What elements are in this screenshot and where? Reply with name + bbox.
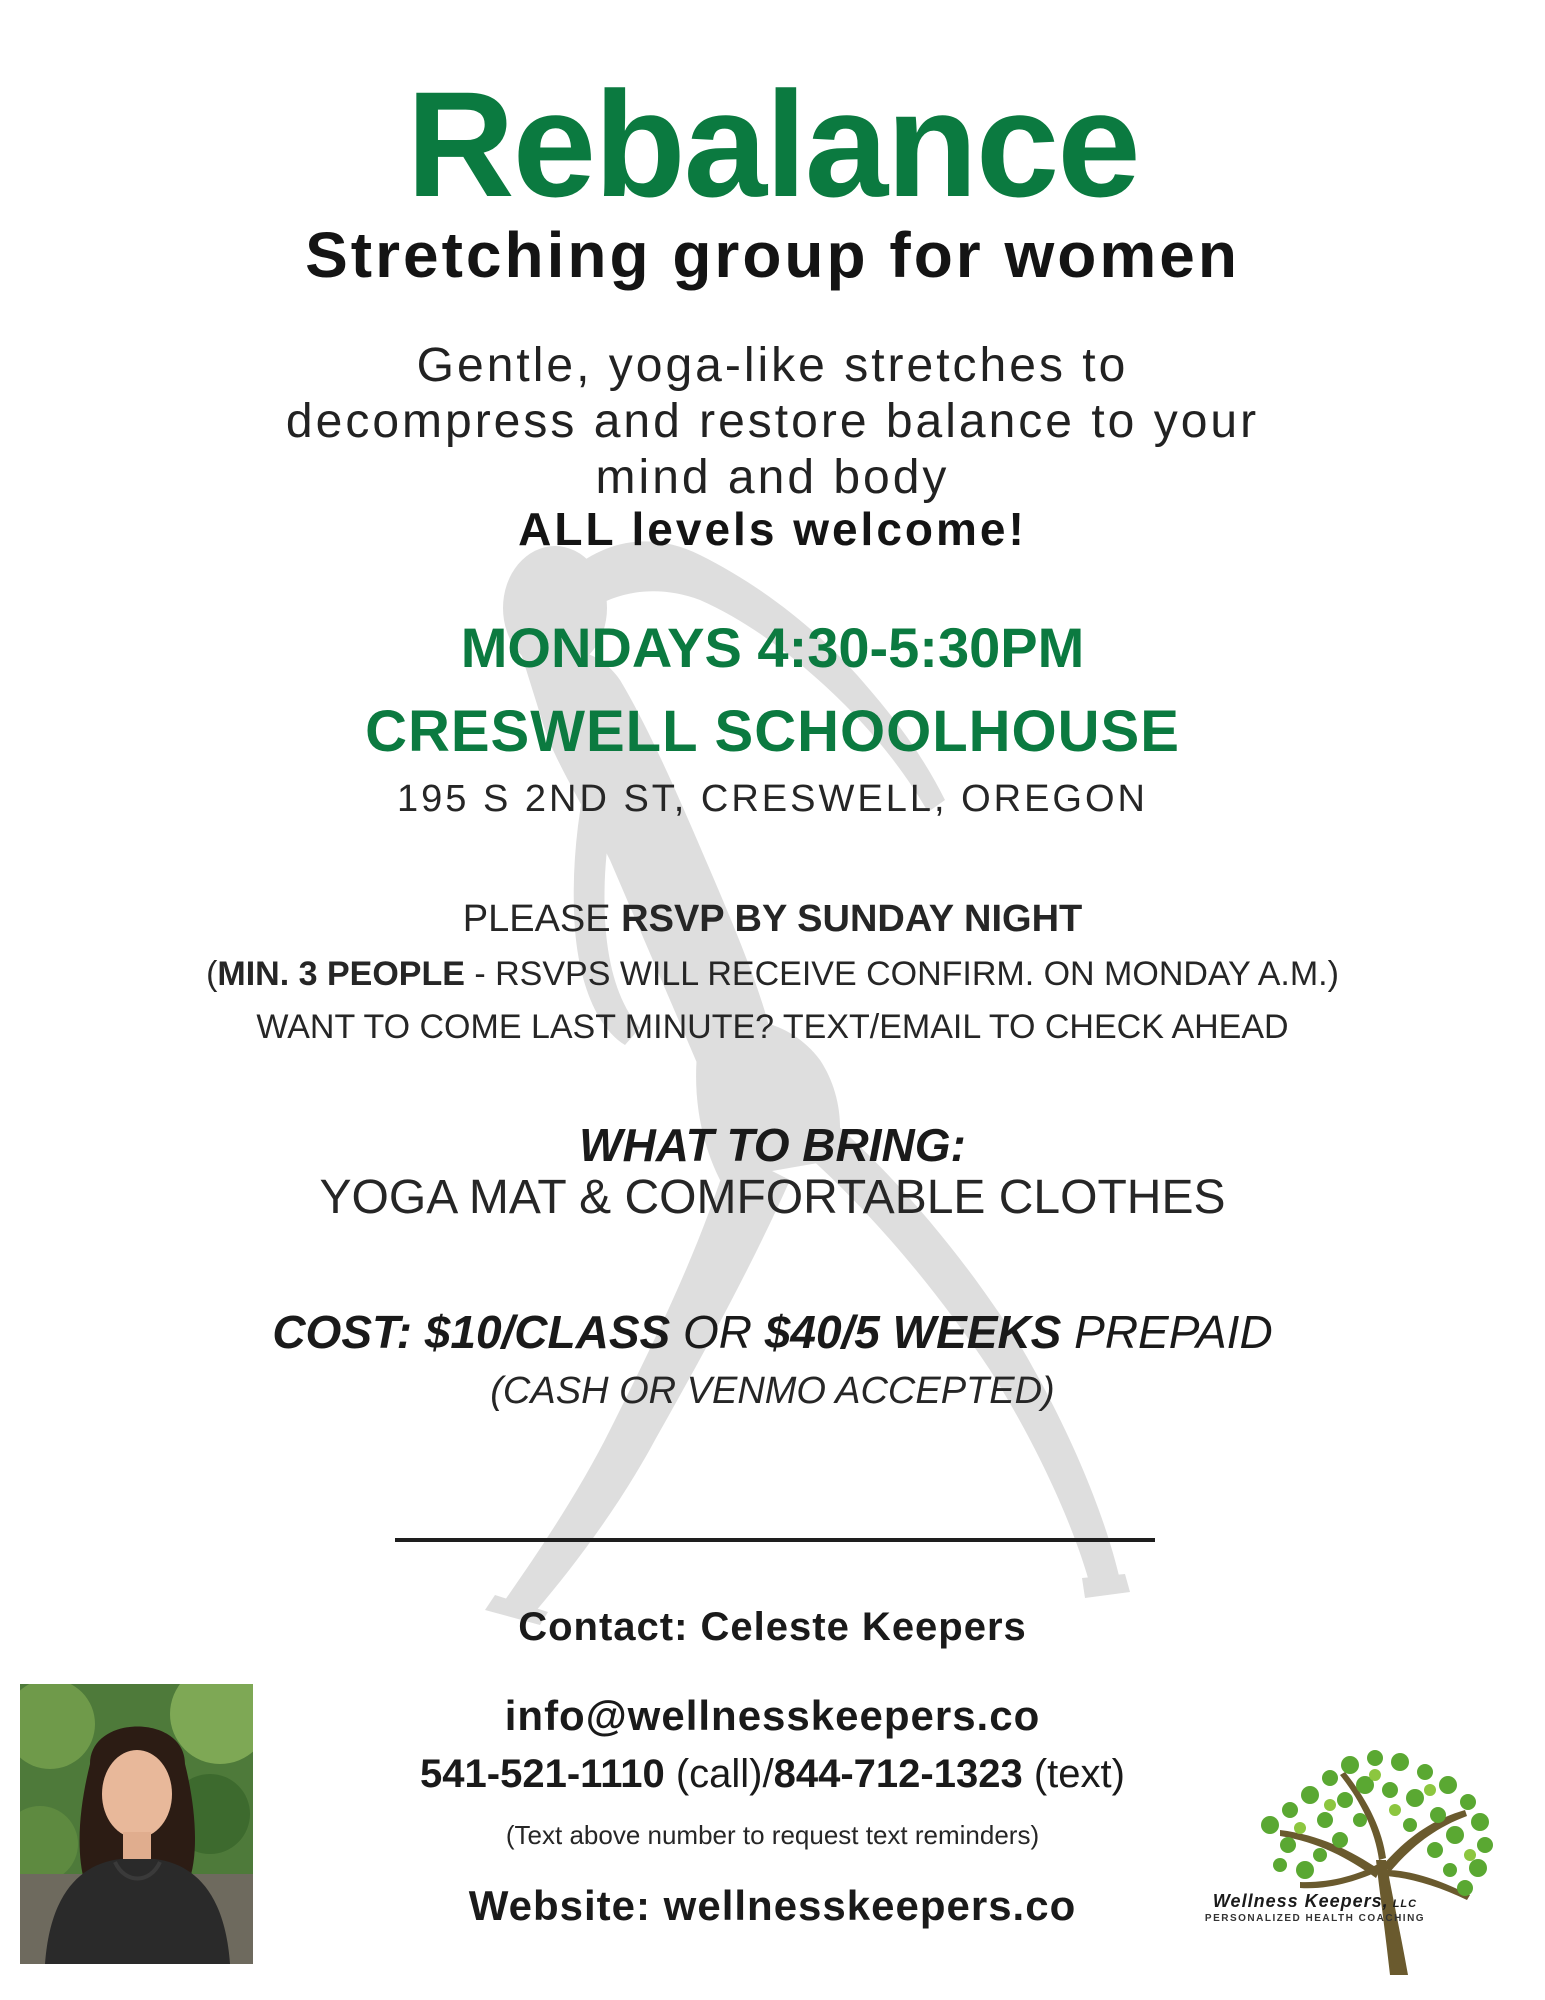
description [0, 338, 1545, 506]
address: 195 S 2ND ST, CRESWELL, OREGON [397, 778, 1148, 820]
cost-line [0, 1305, 1545, 1359]
rsvp-confirm: - RSVPS WILL RECEIVE CONFIRM. ON MONDAY A.M.) [464, 955, 1339, 993]
divider [395, 1538, 1155, 1542]
subtitle: Stretching group for women [305, 219, 1240, 291]
phone-text[interactable]: 844-712-1323 [773, 1752, 1023, 1796]
cost-prepaid: PREPAID [1061, 1306, 1273, 1358]
contact-name: Contact: Celeste Keepers [518, 1605, 1027, 1649]
schedule-heading: MONDAYS 4:30-5:30PM [460, 616, 1085, 679]
phone-text-label: (text) [1022, 1752, 1125, 1796]
rsvp-line [0, 898, 1545, 941]
phone-note: (Text above number to request text reminders) [505, 1820, 1040, 1850]
cost-per-class: COST: $10/CLASS [272, 1306, 671, 1358]
welcome-text: ALL levels welcome! [518, 503, 1027, 555]
venue-heading: CRESWELL SCHOOLHOUSE [365, 699, 1180, 764]
bring-items: YOGA MAT & COMFORTABLE CLOTHES [319, 1171, 1226, 1224]
payment-methods: (CASH OR VENMO ACCEPTED) [490, 1370, 1055, 1412]
description-line: mind and body [595, 451, 950, 504]
logo-suffix: LLC [1388, 1898, 1418, 1910]
rsvp-minimum: MIN. 3 PEOPLE [217, 955, 465, 993]
phone-call-label: (call)/ [664, 1752, 774, 1796]
open-paren: ( [206, 955, 218, 993]
logo-name [1190, 1891, 1440, 1912]
logo-company: Wellness Keepers, [1212, 1891, 1389, 1911]
logo-tagline: PERSONALIZED HEALTH COACHING [1204, 1913, 1426, 1924]
page-title: Rebalance [406, 60, 1139, 228]
description-line: Gentle, yoga-like stretches to [416, 339, 1129, 392]
last-minute-note: WANT TO COME LAST MINUTE? TEXT/EMAIL TO CHECK AHEAD [256, 1008, 1289, 1046]
contact-email[interactable]: info@wellnesskeepers.co [504, 1692, 1041, 1739]
rsvp-prefix: PLEASE [462, 898, 622, 940]
rsvp-deadline: RSVP BY SUNDAY NIGHT [621, 898, 1083, 940]
cost-package: $40/5 WEEKS [764, 1306, 1062, 1358]
rsvp-minimum-line [0, 955, 1545, 994]
instructor-photo [20, 1684, 253, 1964]
tree-logo-icon [1180, 1720, 1520, 1980]
bring-heading: WHAT TO BRING: [579, 1119, 966, 1171]
description-line: decompress and restore balance to your [285, 395, 1260, 448]
cost-or: OR [670, 1306, 765, 1358]
contact-website[interactable]: Website: wellnesskeepers.co [468, 1882, 1077, 1929]
phone-call[interactable]: 541-521-1110 [420, 1752, 665, 1796]
